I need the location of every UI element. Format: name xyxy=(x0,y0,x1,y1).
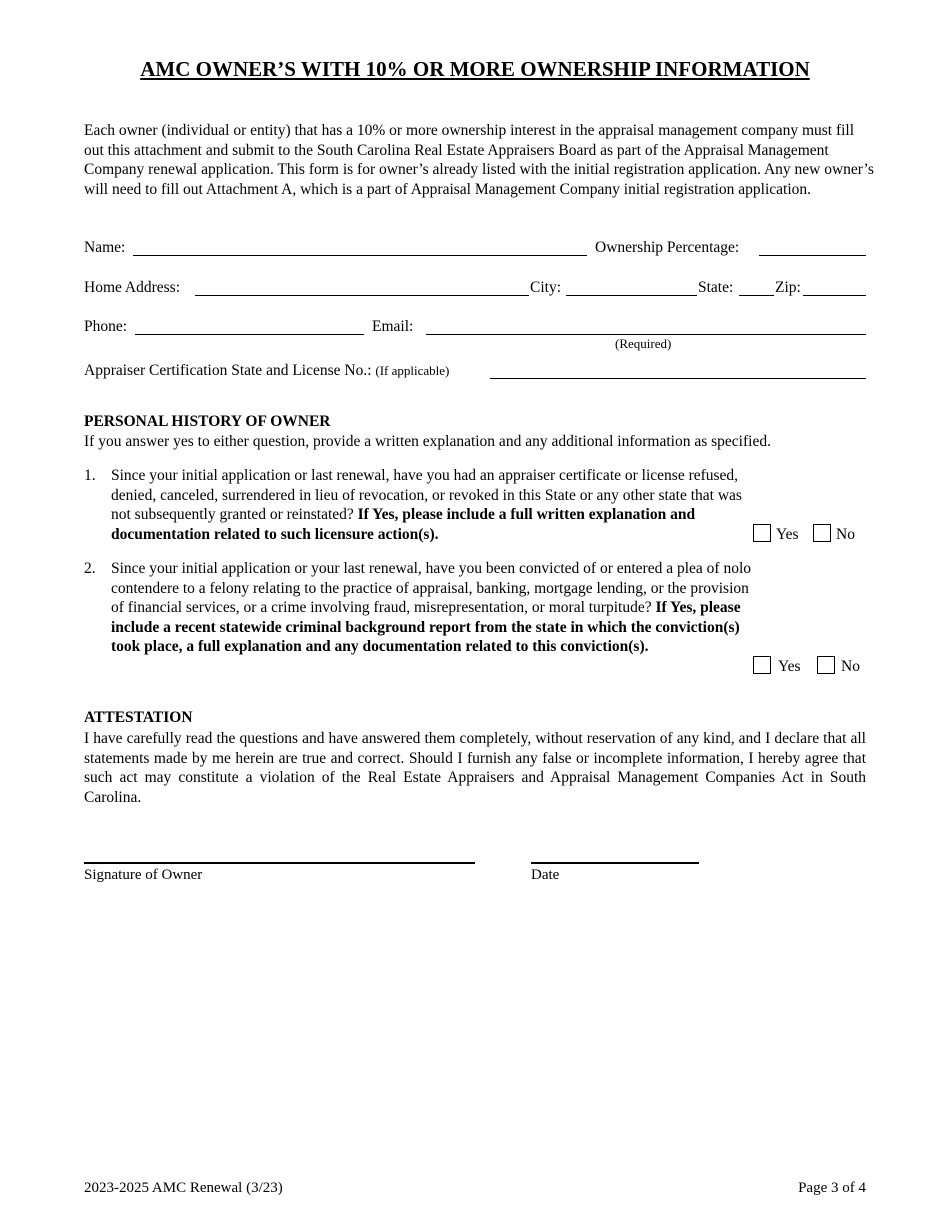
name-label: Name: xyxy=(84,239,126,256)
zip-field[interactable] xyxy=(803,295,866,296)
date-label: Date xyxy=(531,867,560,883)
question-1-number: 1. xyxy=(84,467,96,484)
question-1-no-checkbox[interactable] xyxy=(813,524,831,542)
email-label: Email: xyxy=(372,318,414,335)
email-required-note: (Required) xyxy=(615,336,672,351)
question-2-yes-checkbox[interactable] xyxy=(753,656,771,674)
attestation-text: I have carefully read the questions and have answered them completely, without reservation of any kind, and I declare that all statements made by me herein are true and correct. Should I furnish any false or incomplete information, I hereby agree that such act may constitute a violation of the Real Estate Appraisers and Appraisal Management Companies Act in South Carolina. xyxy=(84,730,866,806)
question-2-yes-label: Yes xyxy=(778,658,801,675)
city-field[interactable] xyxy=(566,295,697,296)
phone-field[interactable] xyxy=(135,334,364,335)
home-address-field[interactable] xyxy=(195,295,529,296)
phone-label: Phone: xyxy=(84,318,128,335)
state-label: State: xyxy=(698,279,734,296)
ownership-field[interactable] xyxy=(759,255,866,256)
signature-label: Signature of Owner xyxy=(84,867,203,883)
question-1-yes-label: Yes xyxy=(776,526,799,543)
signature-line[interactable] xyxy=(84,862,475,864)
question-2-no-checkbox[interactable] xyxy=(817,656,835,674)
appraiser-license-label xyxy=(84,361,449,380)
question-1-yes-checkbox[interactable] xyxy=(753,524,771,542)
email-field[interactable] xyxy=(426,334,866,335)
question-2-text xyxy=(111,559,751,657)
personal-history-instruction: If you answer yes to either question, provide a written explanation and any additional information as specified. xyxy=(84,433,771,450)
question-2-bold-instruction: If Yes, please include a recent statewide criminal background report from the state in which the conviction(s) took place, a full explanation and any documentation related to this conviction(s). xyxy=(111,599,741,655)
appraiser-license-field[interactable] xyxy=(490,378,866,379)
question-1-bold-instruction: If Yes, please include a full written explanation and documentation related to such licensure action(s). xyxy=(111,506,696,543)
appraiser-license-note: (If applicable) xyxy=(375,363,450,378)
question-1-text xyxy=(111,466,751,544)
appraiser-license-label-text: Appraiser Certification State and License No.: xyxy=(84,362,372,379)
question-2-body: Since your initial application or your last renewal, have you been convicted of or entered a plea of nolo contendere to a felony relating to the practice of appraisal, banking, mortgage lending, or the provision of financial services, or a crime involving fraud, misrepresentation, or moral turpitude? xyxy=(111,560,752,616)
personal-history-heading: PERSONAL HISTORY OF OWNER xyxy=(84,413,331,430)
city-label: City: xyxy=(530,279,562,296)
page-title: AMC OWNER’S WITH 10% OR MORE OWNERSHIP INFORMATION xyxy=(140,57,810,81)
question-2-number: 2. xyxy=(84,560,96,577)
ownership-label: Ownership Percentage: xyxy=(595,239,740,256)
footer-page-number: Page 3 of 4 xyxy=(798,1180,866,1196)
footer-form-id: 2023-2025 AMC Renewal (3/23) xyxy=(84,1180,283,1196)
date-line[interactable] xyxy=(531,862,699,864)
question-1-body: Since your initial application or last renewal, have you had an appraiser certificate or license refused, denied, canceled, surrendered in lieu of revocation, or revoked in this State or any other state that was not subsequently granted or reinstated? xyxy=(111,467,742,523)
question-1-no-label: No xyxy=(836,526,855,543)
attestation-heading: ATTESTATION xyxy=(84,709,193,726)
zip-label: Zip: xyxy=(775,279,801,296)
home-address-label: Home Address: xyxy=(84,279,181,296)
question-2-no-label: No xyxy=(841,658,860,675)
name-field[interactable] xyxy=(133,255,587,256)
intro-paragraph: Each owner (individual or entity) that has a 10% or more ownership interest in the appraisal management company must fill out this attachment and submit to the South Carolina Real Estate Appraisers Board as part of the Appraisal Management Company renewal application. This form is for owner’s already listed with the initial registration application. Any new owner’s will need to fill out Attachment A, which is a part of Appraisal Management Company initial registration application. xyxy=(84,122,874,198)
state-field[interactable] xyxy=(739,295,774,296)
